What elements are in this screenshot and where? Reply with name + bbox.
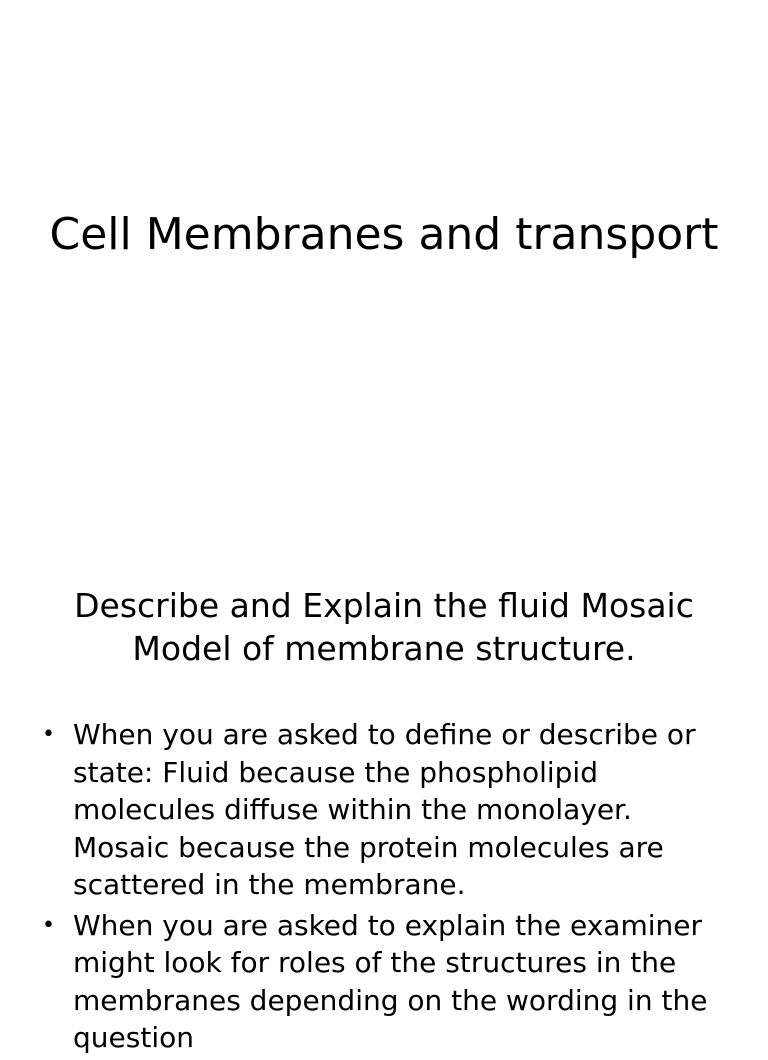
bullet-text: When you are asked to explain the examiner might look for roles of the structures in the membranes depending on the wording in the question: [73, 908, 708, 1054]
bullet-icon: •: [42, 722, 55, 747]
bullet-item: [42, 716, 734, 904]
bullet-item: [42, 907, 734, 1057]
content-slide: [0, 562, 768, 1054]
slide-heading: Describe and Explain the fluid Mosaic Model of membrane structure.: [74, 586, 694, 668]
bullet-list: [42, 716, 734, 1060]
bullet-text: When you are asked to define or describe or state: Fluid because the phospholipid molecules diffuse within the monolayer. Mosaic because the protein molecules are scattered in the membrane.: [73, 718, 696, 901]
slide-title: Cell Membranes and transport: [49, 209, 719, 260]
bullet-icon: •: [42, 912, 55, 938]
